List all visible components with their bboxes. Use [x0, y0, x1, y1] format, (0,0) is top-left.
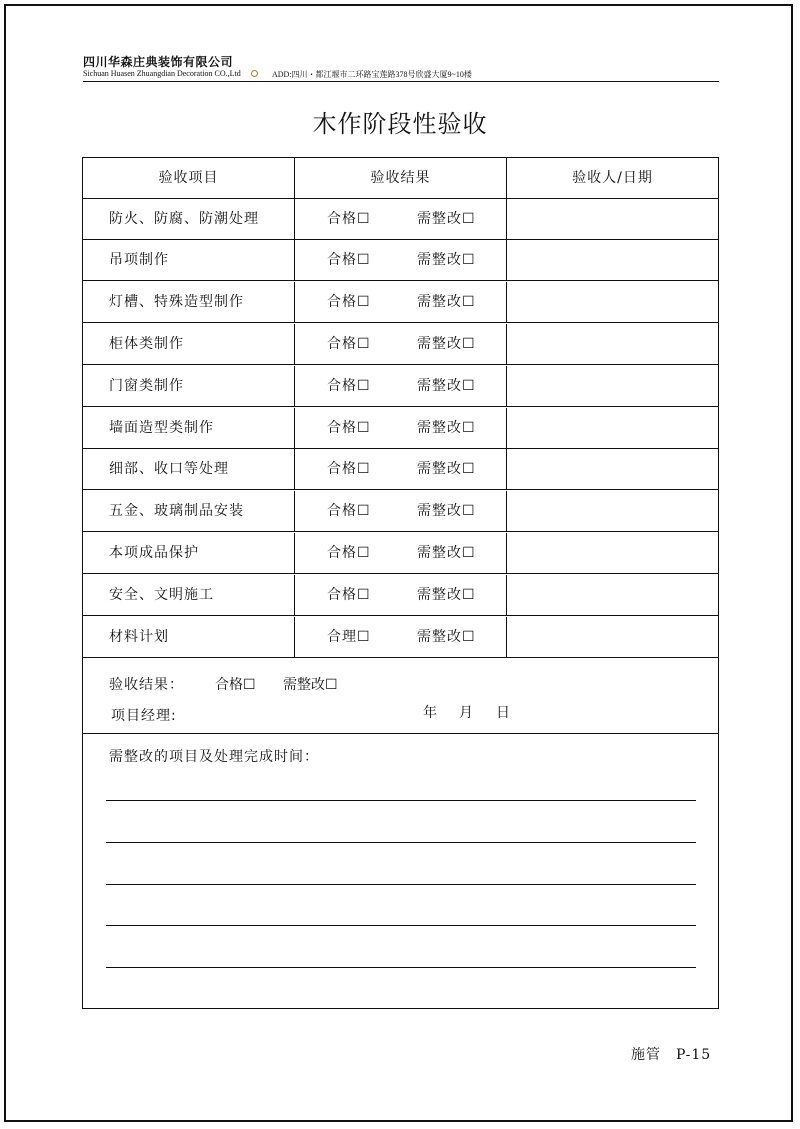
row-inspector-date[interactable] — [507, 449, 718, 489]
summary-label: 验收结果： — [109, 677, 184, 693]
pass-checkbox[interactable]: 合格☐ — [327, 461, 371, 477]
row-item: 本项成品保护 — [83, 533, 295, 573]
rectify-checkbox[interactable]: 需整改☐ — [417, 294, 476, 310]
rectify-checkbox[interactable]: 需整改☐ — [417, 587, 476, 603]
year-label: 年 — [423, 705, 437, 721]
table-row — [83, 282, 718, 323]
notes-label: 需整改的项目及处理完成时间： — [109, 749, 319, 765]
header-divider — [83, 81, 719, 82]
header-item: 验收项目 — [83, 158, 295, 198]
row-inspector-date[interactable] — [507, 617, 718, 657]
row-result — [295, 408, 507, 448]
pass-checkbox[interactable]: 合格☐ — [327, 378, 371, 394]
row-item: 墙面造型类制作 — [83, 408, 295, 448]
rectify-checkbox[interactable]: 需整改☐ — [417, 336, 476, 352]
row-result — [295, 617, 507, 657]
summary-pass-checkbox[interactable]: 合格☐ — [215, 677, 256, 693]
table-row — [83, 575, 718, 616]
pass-checkbox[interactable]: 合格☐ — [327, 545, 371, 561]
summary-rectify-checkbox[interactable]: 需整改☐ — [283, 677, 338, 693]
row-item: 柜体类制作 — [83, 324, 295, 364]
table-row — [83, 449, 718, 490]
pass-checkbox[interactable]: 合格☐ — [327, 252, 371, 268]
rectify-checkbox[interactable]: 需整改☐ — [417, 420, 476, 436]
pass-checkbox[interactable]: 合格☐ — [327, 294, 371, 310]
note-line[interactable] — [106, 884, 696, 885]
row-result — [295, 533, 507, 573]
table-row — [83, 199, 718, 240]
pass-checkbox[interactable]: 合格☐ — [327, 503, 371, 519]
rectify-checkbox[interactable]: 需整改☐ — [417, 545, 476, 561]
row-result — [295, 282, 507, 322]
reasonable-checkbox[interactable]: 合理☐ — [327, 629, 371, 645]
row-item: 灯槽、特殊造型制作 — [83, 282, 295, 322]
row-inspector-date[interactable] — [507, 240, 718, 280]
month-label: 月 — [459, 705, 473, 721]
rectify-checkbox[interactable]: 需整改☐ — [417, 629, 476, 645]
note-line[interactable] — [106, 842, 696, 843]
row-result — [295, 240, 507, 280]
page-title: 木作阶段性验收 — [312, 110, 488, 138]
row-item: 五金、玻璃制品安装 — [83, 491, 295, 531]
header-inspector-date: 验收人/日期 — [572, 170, 653, 186]
pass-checkbox[interactable]: 合格☐ — [327, 336, 371, 352]
row-result — [295, 449, 507, 489]
note-line[interactable] — [106, 925, 696, 926]
row-result — [295, 575, 507, 615]
row-inspector-date[interactable] — [507, 199, 718, 239]
rectify-checkbox[interactable]: 需整改☐ — [417, 211, 476, 227]
pass-checkbox[interactable]: 合格☐ — [327, 587, 371, 603]
form-code: 施管 P-15 — [631, 1047, 712, 1063]
rectify-checkbox[interactable]: 需整改☐ — [417, 461, 476, 477]
row-item: 材料计划 — [83, 617, 295, 657]
pass-checkbox[interactable]: 合格☐ — [327, 211, 371, 227]
rectify-checkbox[interactable]: 需整改☐ — [417, 503, 476, 519]
table-row — [83, 533, 718, 574]
row-inspector-date[interactable] — [507, 366, 718, 406]
row-inspector-date[interactable] — [507, 324, 718, 364]
row-inspector-date[interactable] — [507, 491, 718, 531]
table-row — [83, 240, 718, 281]
rectify-checkbox[interactable]: 需整改☐ — [417, 252, 476, 268]
row-inspector-date[interactable] — [507, 533, 718, 573]
note-line[interactable] — [106, 800, 696, 801]
row-item: 门窗类制作 — [83, 366, 295, 406]
header-result: 验收结果 — [295, 158, 507, 198]
row-item: 吊项制作 — [83, 240, 295, 280]
row-item: 安全、文明施工 — [83, 575, 295, 615]
row-result — [295, 324, 507, 364]
row-inspector-date[interactable] — [507, 408, 718, 448]
company-name-en: Sichuan Huasen Zhuangdian Decoration CO.,Ltd — [83, 69, 241, 78]
table-header-row — [83, 158, 718, 199]
project-manager-label: 项目经理: — [111, 708, 177, 724]
row-inspector-date[interactable] — [507, 282, 718, 322]
note-line[interactable] — [106, 967, 696, 968]
row-item: 防火、防腐、防潮处理 — [83, 199, 295, 239]
summary-section — [83, 658, 718, 734]
row-item: 细部、收口等处理 — [83, 449, 295, 489]
row-result — [295, 199, 507, 239]
table-row — [83, 408, 718, 449]
company-name: 四川华森庄典装饰有限公司 — [83, 55, 234, 69]
pass-checkbox[interactable]: 合格☐ — [327, 420, 371, 436]
day-label: 日 — [496, 705, 510, 721]
row-result — [295, 491, 507, 531]
table-row — [83, 617, 718, 658]
company-address: ADD:四川・都江堰市二环路宝莲路378号欣盛大厦9~10楼 — [272, 70, 472, 79]
row-inspector-date[interactable] — [507, 575, 718, 615]
table-row — [83, 324, 718, 365]
bullet-icon — [251, 70, 258, 77]
row-result — [295, 366, 507, 406]
table-row — [83, 366, 718, 407]
table-row — [83, 491, 718, 532]
inspection-table — [82, 157, 719, 1009]
rectify-checkbox[interactable]: 需整改☐ — [417, 378, 476, 394]
